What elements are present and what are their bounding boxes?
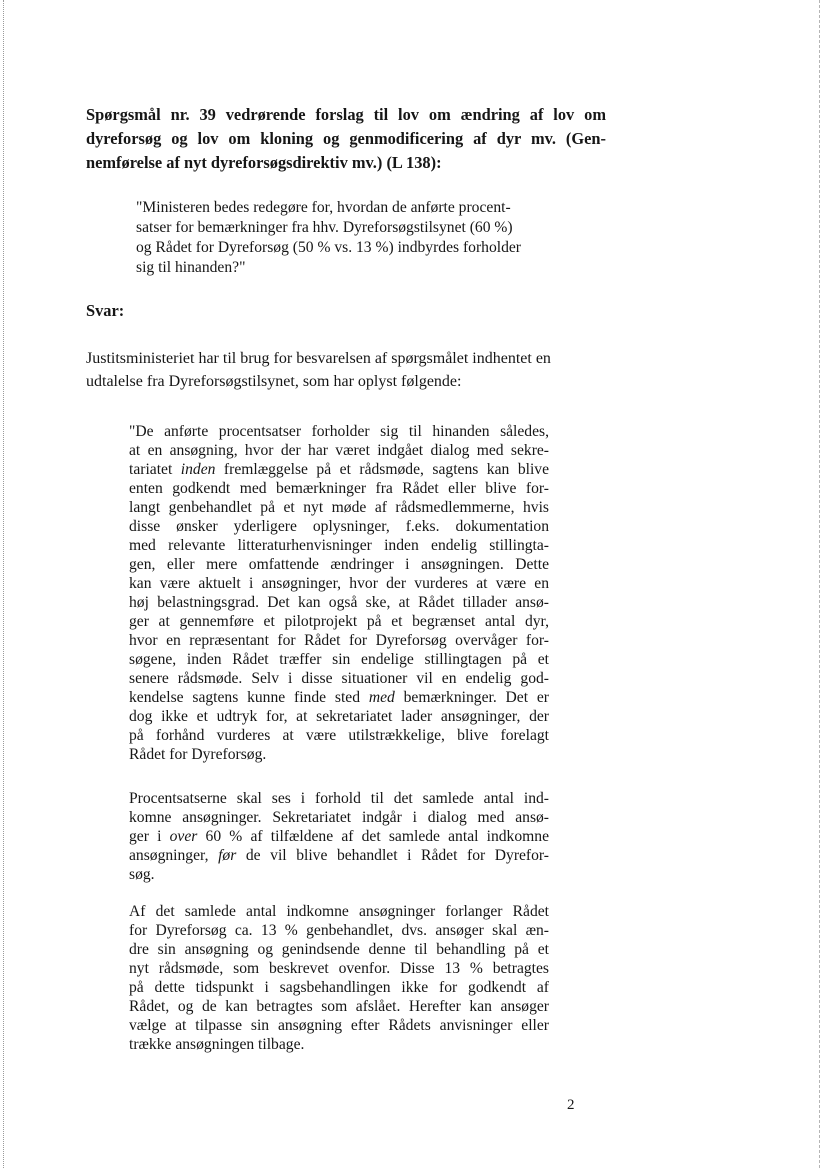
text-run: ansøgninger, <box>129 847 219 864</box>
paragraph-line: dog ikke et udtryk for, at sekretariatet lader ansøgninger, der <box>129 708 549 725</box>
heading-line: Spørgsmål nr. 39 vedrørende forslag til lov om ændring af lov om <box>86 105 606 124</box>
paragraph-line: søg. <box>129 866 155 883</box>
statement-paragraph-2 <box>129 789 549 884</box>
paragraph-line: Procentsatserne skal ses i forhold til det samlede antal ind- <box>129 790 549 807</box>
question-line: sig til hinanden?" <box>136 259 246 276</box>
paragraph-line: ger at gennemføre et pilotprojekt på et begrænset antal dyr, <box>129 613 549 630</box>
emphasis-text: inden <box>180 461 216 478</box>
question-heading <box>86 103 606 175</box>
paragraph-line: komne ansøgninger. Sekretariatet indgår i dialog med ansø- <box>129 809 549 826</box>
question-line: satser for bemærkninger fra hhv. Dyreforsøgstilsynet (60 %) <box>136 219 513 236</box>
paragraph-line: "De anførte procentsatser forholder sig til hinanden således, <box>129 423 549 440</box>
question-line: "Ministeren bedes redegøre for, hvordan de anførte procent- <box>136 199 511 216</box>
paragraph-line <box>129 846 549 865</box>
text-run: kendelse sagtens kunne finde sted <box>129 689 369 706</box>
paragraph-line: hvor en repræsentant for Rådet for Dyreforsøg overvåger for- <box>129 632 549 649</box>
statement-paragraph-1 <box>129 422 549 764</box>
paragraph-line: Rådet, og de kan betragtes som afslået. Herefter kan ansøger <box>129 998 549 1015</box>
paragraph-line: på forhånd vurderes at være utilstrækkelige, blive forelagt <box>129 727 549 744</box>
paragraph-line: søgene, inden Rådet træffer sin endelige stillingtagen på et <box>129 651 549 668</box>
paragraph-line: langt genbehandlet på et nyt møde af rådsmedlemmerne, hvis <box>129 499 549 516</box>
paragraph-line: nyt rådsmøde, som beskrevet ovenfor. Disse 13 % betragtes <box>129 960 549 977</box>
paragraph-line: vælge at tilpasse sin ansøgning efter Rådets anvisninger eller <box>129 1017 549 1034</box>
paragraph-line: Af det samlede antal indkomne ansøgninger forlanger Rådet <box>129 903 549 920</box>
paragraph-line: senere rådsmøde. Selv i disse situationer vil en endelig god- <box>129 670 549 687</box>
text-run: bemærkninger. Det er <box>394 689 549 706</box>
answer-intro <box>86 347 606 393</box>
heading-line: dyreforsøg og lov om kloning og genmodificering af dyr mv. (Gen- <box>86 129 606 148</box>
question-line: og Rådet for Dyreforsøg (50 % vs. 13 %) indbyrdes forholder <box>136 239 521 256</box>
page-number: 2 <box>567 1097 575 1113</box>
paragraph-line: Rådet for Dyreforsøg. <box>129 746 267 763</box>
paragraph-line: høj belastningsgrad. Det kan også ske, at Rådet tillader ansø- <box>129 594 549 611</box>
intro-line: udtalelse fra Dyreforsøgstilsynet, som har oplyst følgende: <box>86 373 462 390</box>
heading-line: nemførelse af nyt dyreforsøgsdirektiv mv.) (L 138): <box>86 153 442 172</box>
paragraph-line: gen, eller mere omfattende ændringer i ansøgningen. Dette <box>129 556 549 573</box>
paragraph-line: med relevante litteraturhenvisninger inden endelig stillingta- <box>129 537 549 554</box>
paragraph-line: at en ansøgning, hvor der har været indgået dialog med sekre- <box>129 442 549 459</box>
emphasis-text: over <box>169 828 198 845</box>
paragraph-line: enten godkendt med bemærkninger fra Rådet eller blive for- <box>129 480 549 497</box>
text-run: fremlæggelse på et rådsmøde, sagtens kan blive <box>215 461 549 478</box>
paragraph-line <box>129 688 549 707</box>
paragraph-line <box>129 827 549 846</box>
paragraph-line: disse ønsker yderligere oplysninger, f.eks. dokumentation <box>129 518 549 535</box>
intro-line: Justitsministeriet har til brug for besvarelsen af spørgsmålet indhentet en <box>86 350 551 367</box>
emphasis-text: med <box>368 689 395 706</box>
answer-label: Svar: <box>86 301 125 320</box>
emphasis-text: før <box>218 847 237 864</box>
paragraph-line: på dette tidspunkt i sagsbehandlingen ikke for godkendt af <box>129 979 549 996</box>
paragraph-line <box>129 460 549 479</box>
paragraph-line: for Dyreforsøg ca. 13 % genbehandlet, dvs. ansøger skal æn- <box>129 922 549 939</box>
question-quote <box>136 198 576 278</box>
paragraph-line: dre sin ansøgning og genindsende denne til behandling på et <box>129 941 549 958</box>
paragraph-line: trække ansøgningen tilbage. <box>129 1036 305 1053</box>
paragraph-line: kan være aktuelt i ansøgninger, hvor der vurderes at være en <box>129 575 549 592</box>
text-run: tariatet <box>129 461 181 478</box>
text-run: ger i <box>129 828 170 845</box>
text-run: 60 % af tilfældene af det samlede antal indkomne <box>197 828 549 845</box>
text-run: de vil blive behandlet i Rådet for Dyrefor- <box>236 847 549 864</box>
statement-paragraph-3 <box>129 902 549 1054</box>
